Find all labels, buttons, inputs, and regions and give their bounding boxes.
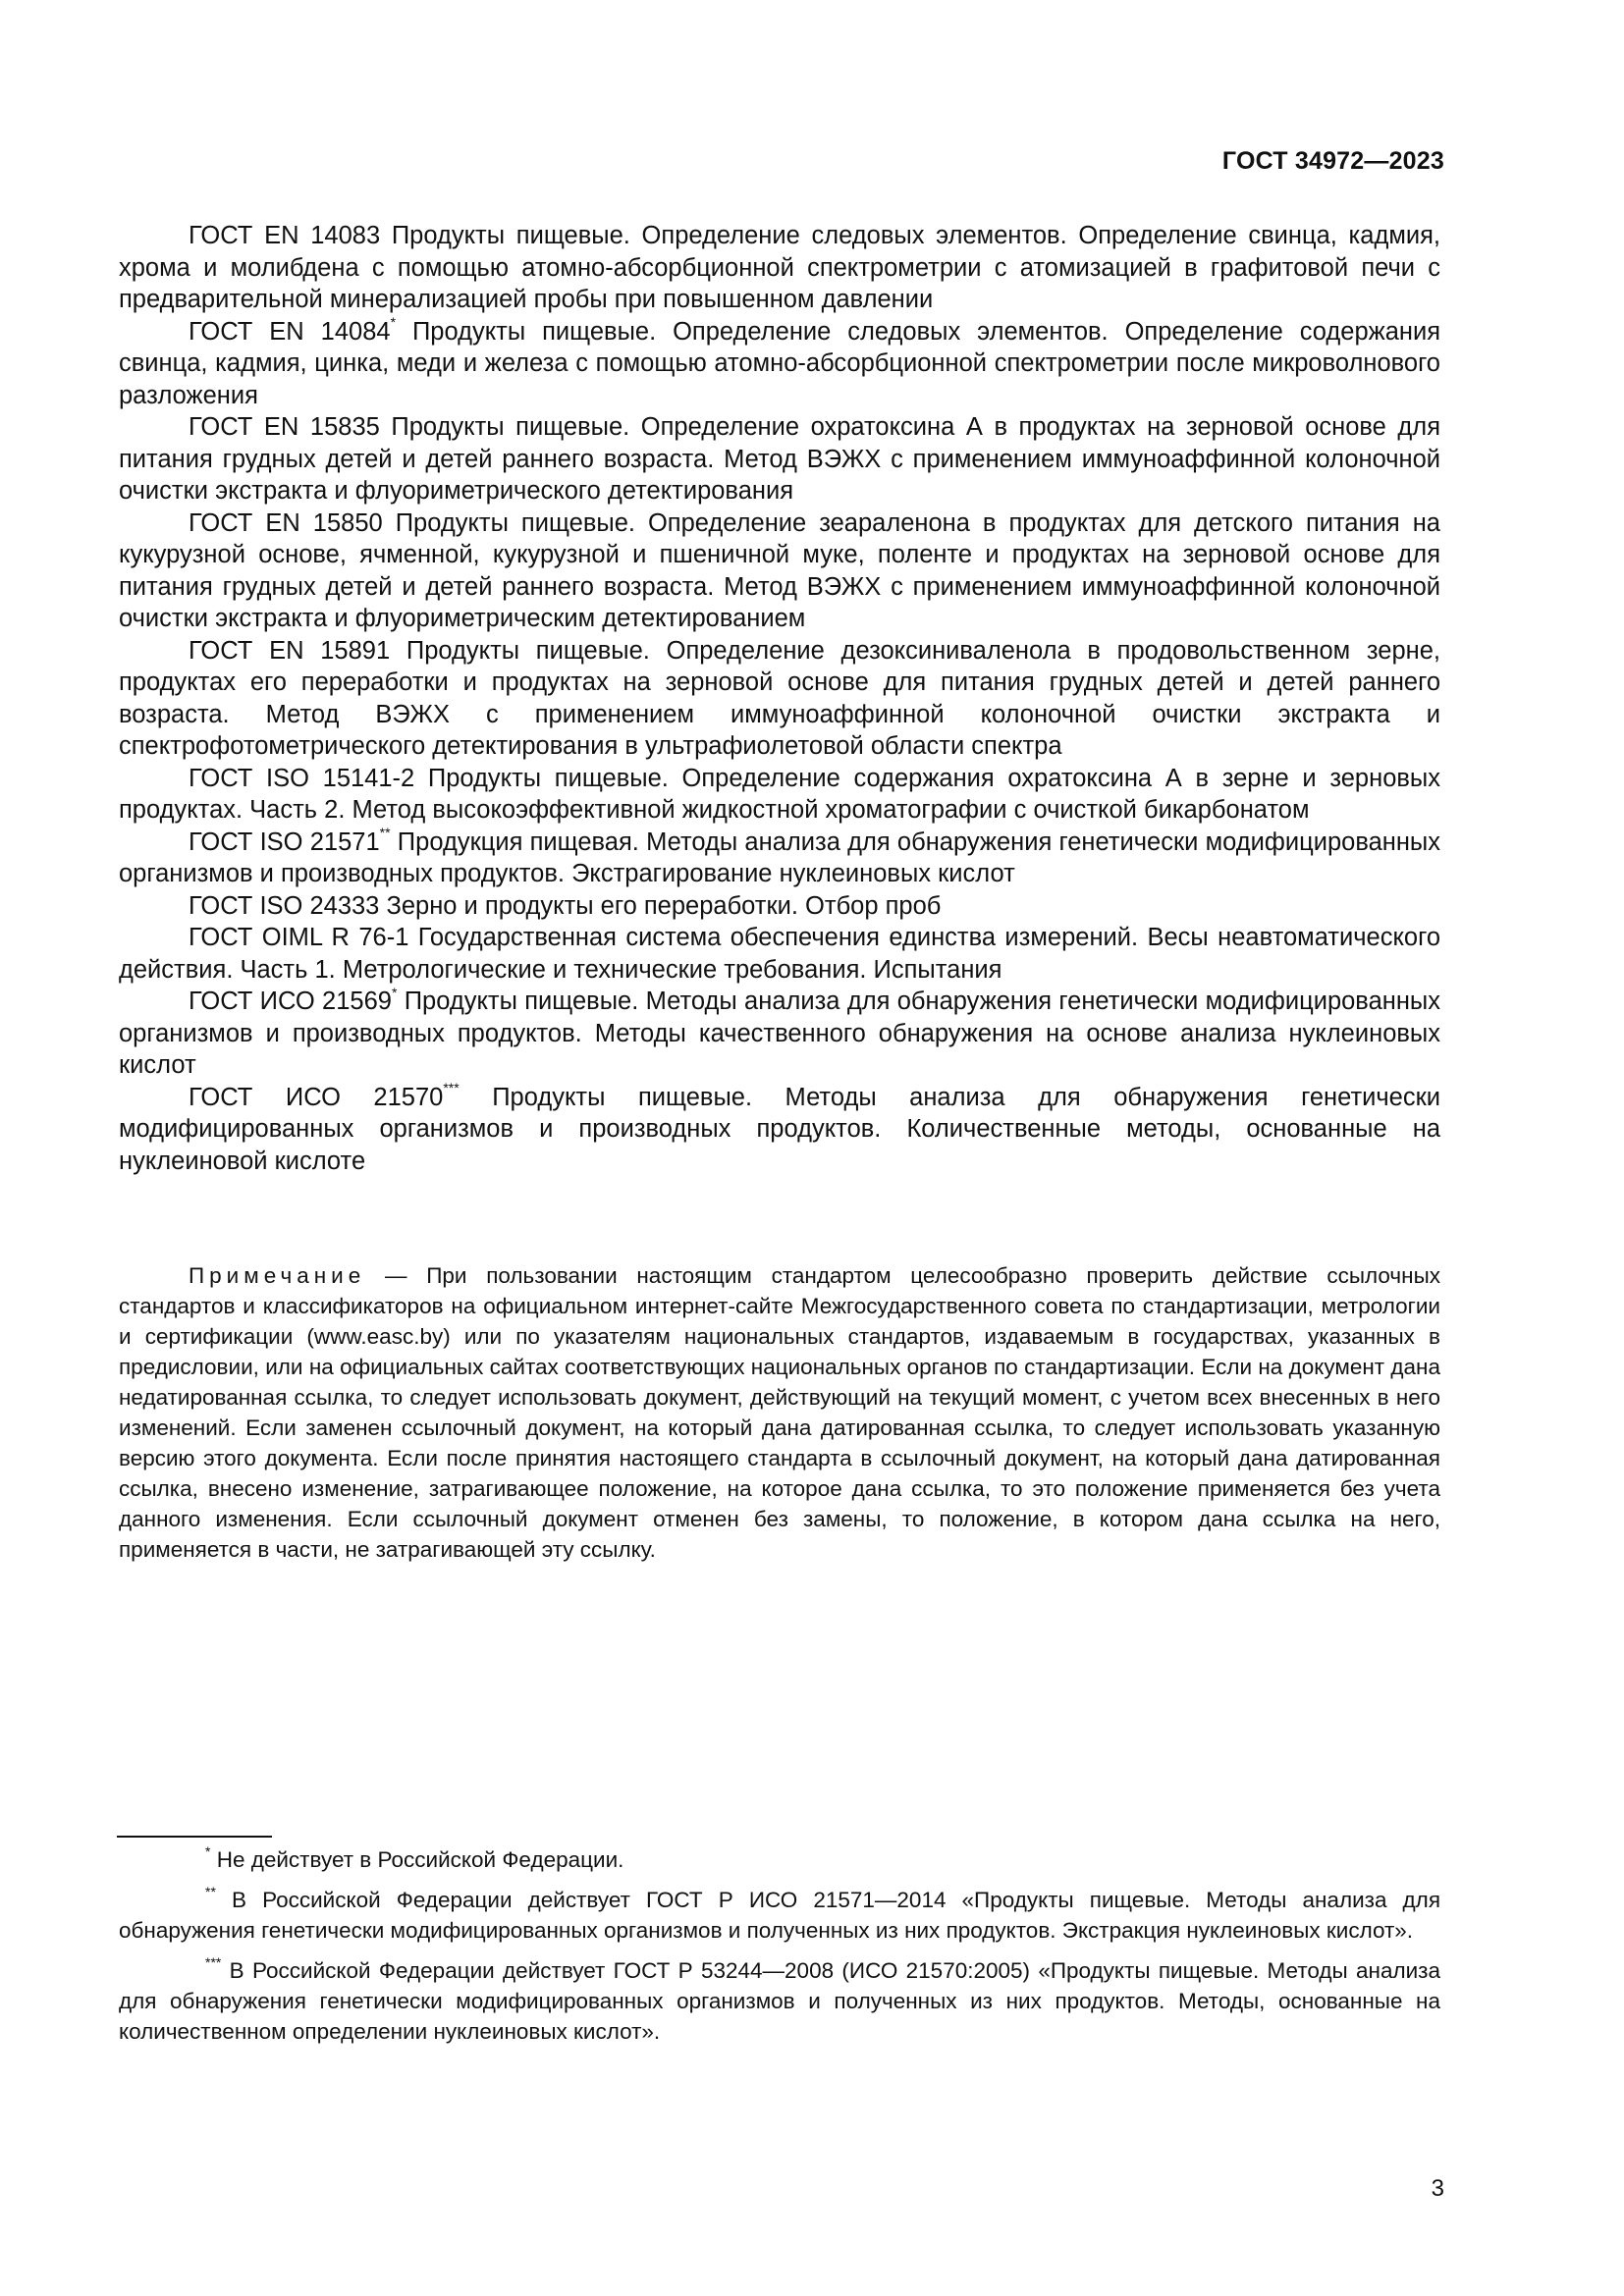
footnote-mark: *** [205, 1953, 222, 1970]
footnote-mark: *** [443, 1080, 460, 1095]
reference-item: ГОСТ ИСО 21570*** Продукты пищевые. Методы анализа для обнаружения генетически модифицированных организмов и производных продуктов. Количественные методы, основанные на нуклеиновой кислоте [119, 1080, 1440, 1175]
footnote-mark: ** [379, 825, 391, 840]
note-text: — При пользовании настоящим стандартом целесообразно проверить действие ссылочных стандартов и классификаторов на официальном интернет-сайте Межгосударственного совета по стандартизации, метрологии и сертификации (www.easc.by) или по указателям национальных стандартов, издаваемым в государствах, указанных в предисловии, или на официальных сайтах соответствующих национальных органов по стандартизации. Если на документ дана недатированная ссылка, то следует использовать документ, действующий на текущий момент, с учетом всех внесенных в него изменений. Если заменен ссылочный документ, на который дана датированная ссылка, то следует использовать указанную версию этого документа. Если после принятия настоящего стандарта в ссылочный документ, на который дана датированная ссылка, внесено изменение, затрагивающее положение, на которое дана ссылка, то это положение применяется без учета данного изменения. Если ссылочный документ отменен без замены, то положение, в котором дана ссылка на него, применяется в части, не затрагивающей эту ссылку. [119, 1263, 1440, 1562]
note-paragraph [119, 1260, 1440, 1565]
document-header: ГОСТ 34972—2023 [1221, 147, 1444, 175]
footnote-divider [117, 1836, 272, 1838]
note-label: Примечание [189, 1263, 366, 1288]
normative-references [119, 220, 1440, 1177]
reference-item: ГОСТ ISO 15141-2 Продукты пищевые. Определение содержания охратоксина А в зерне и зерновых продуктах. Часть 2. Метод высокоэффективной жидкостной хроматографии с очисткой бикарбонатом [119, 764, 1440, 824]
reference-item: ГОСТ EN 15835 Продукты пищевые. Определение охратоксина А в продуктах на зерновой основе для питания грудных детей и детей раннего возраста. Метод ВЭЖХ с применением иммуноаффинной колоночной очистки экстракта и флуориметрического детектирования [119, 413, 1440, 505]
footnotes [119, 1844, 1440, 2056]
footnote-mark: * [390, 314, 397, 330]
reference-item: ГОСТ EN 14084* Продукты пищевые. Определение следовых элементов. Определение содержания свинца, кадмия, цинка, меди и железа с помощью атомно-абсорбционной спектрометрии после микроволнового разложения [119, 314, 1441, 409]
reference-item: ГОСТ ISO 24333 Зерно и продукты его переработки. Отбор проб [189, 891, 942, 920]
reference-item: ГОСТ EN 14083 Продукты пищевые. Определение следовых элементов. Определение свинца, кадмия, хрома и молибдена с помощью атомно-абсорбционной спектрометрии с атомизацией в графитовой печи с предварительной минерализацией пробы при повышенном давлении [119, 222, 1440, 313]
reference-item: ГОСТ OIML R 76-1 Государственная система обеспечения единства измерений. Весы неавтоматического действия. Часть 1. Метрологические и технические требования. Испытания [119, 924, 1440, 984]
reference-item: ГОСТ ISO 21571** Продукция пищевая. Методы анализа для обнаружения генетически модифицированных организмов и производных продуктов. Экстрагирование нуклеиновых кислот [119, 825, 1441, 887]
footnote-mark: ** [205, 1883, 216, 1899]
page-number: 3 [1431, 2175, 1444, 2202]
reference-item: ГОСТ EN 15850 Продукты пищевые. Определение зеараленона в продуктах для детского питания на кукурузной основе, ячменной, кукурузной и пшеничной муке, поленте и продуктах на зерновой основе для питания грудных детей и детей раннего возраста. Метод ВЭЖХ с применением иммуноаффинной колоночной очистки экстракта и флуориметрическим детектированием [119, 508, 1440, 632]
reference-item: ГОСТ ИСО 21569* Продукты пищевые. Методы анализа для обнаружения генетически модифицированных организмов и производных продуктов. Методы качественного обнаружения на основе анализа нуклеиновых кислот [119, 984, 1440, 1079]
footnote-mark: * [391, 984, 398, 1000]
footnote: *** В Российской Федерации действует ГОСТ Р 53244—2008 (ИСО 21570:2005) «Продукты пищевые. Методы анализа для обнаружения генетически модифицированных организмов и полученных из них продуктов. Методы, основанные на количественном определении нуклеиновых кислот». [119, 1953, 1440, 2044]
note-block [119, 1260, 1440, 1565]
reference-item: ГОСТ EN 15891 Продукты пищевые. Определение дезоксиниваленола в продовольственном зерне, продуктах его переработки и продуктах на зерновой основе для питания грудных детей и детей раннего возраста. Метод ВЭЖХ с применением иммуноаффинной колоночной очистки экстракта и спектрофотометрического детектирования в ультрафиолетовой области спектра [119, 636, 1440, 760]
footnote-mark: * [205, 1842, 211, 1859]
footnote: * Не действует в Российской Федерации. [205, 1842, 624, 1872]
footnote: ** В Российской Федерации действует ГОСТ Р ИСО 21571—2014 «Продукты пищевые. Методы анализа для обнаружения генетически модифицированных организмов и полученных из них продуктов. Экстракция нуклеиновых кислот». [119, 1883, 1440, 1943]
